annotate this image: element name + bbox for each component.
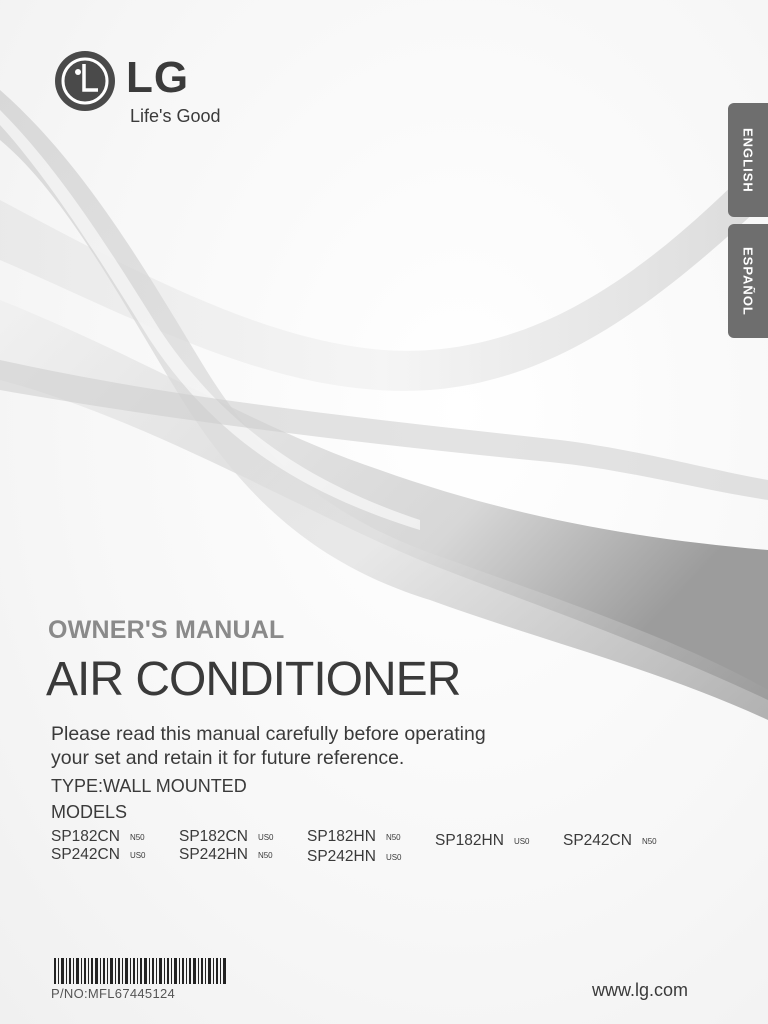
model-item — [51, 828, 145, 846]
model-suffix: N50 — [641, 837, 657, 846]
model-suffix: US0 — [129, 851, 146, 860]
instruction-line: your set and retain it for future reference. — [51, 747, 405, 769]
model-suffix: US0 — [385, 853, 402, 862]
lg-logo — [54, 50, 254, 130]
tab-espanol-label: ESPAÑOL — [740, 246, 756, 316]
manual-subtitle: OWNER'S MANUAL — [48, 616, 285, 644]
model-name: SP242HN — [307, 848, 376, 865]
instruction-text — [51, 722, 571, 770]
model-item — [51, 846, 146, 864]
part-number: P/NO:MFL67445124 — [51, 986, 176, 1001]
model-item — [179, 828, 274, 846]
tab-english[interactable] — [728, 103, 768, 217]
model-name: SP182CN — [51, 828, 120, 845]
model-suffix: N50 — [257, 851, 273, 860]
models-label: MODELS — [51, 802, 128, 822]
product-title: AIR CONDITIONER — [46, 653, 461, 706]
model-suffix: US0 — [257, 833, 274, 842]
model-item — [307, 828, 401, 846]
lg-face-icon — [54, 50, 116, 112]
model-item — [563, 832, 657, 850]
type-text: TYPE:WALL MOUNTED — [51, 776, 247, 796]
tab-english-label: ENGLISH — [740, 127, 756, 193]
logo-wordmark: LG — [126, 53, 190, 102]
model-suffix: N50 — [385, 833, 401, 842]
model-item — [179, 846, 273, 864]
model-suffix: N50 — [129, 833, 145, 842]
model-name: SP242CN — [51, 846, 120, 863]
model-item — [307, 848, 402, 866]
model-item — [435, 832, 530, 850]
model-name: SP242CN — [563, 832, 632, 849]
barcode — [54, 958, 226, 984]
website-link[interactable]: www.lg.com — [592, 980, 689, 1000]
model-name: SP182CN — [179, 828, 248, 845]
model-name: SP182HN — [307, 828, 376, 845]
model-name: SP242HN — [179, 846, 248, 863]
model-suffix: US0 — [513, 837, 530, 846]
tab-espanol[interactable] — [728, 224, 768, 338]
logo-tagline: Life's Good — [130, 106, 221, 126]
model-name: SP182HN — [435, 832, 504, 849]
instruction-line: Please read this manual carefully before operating — [51, 723, 486, 745]
